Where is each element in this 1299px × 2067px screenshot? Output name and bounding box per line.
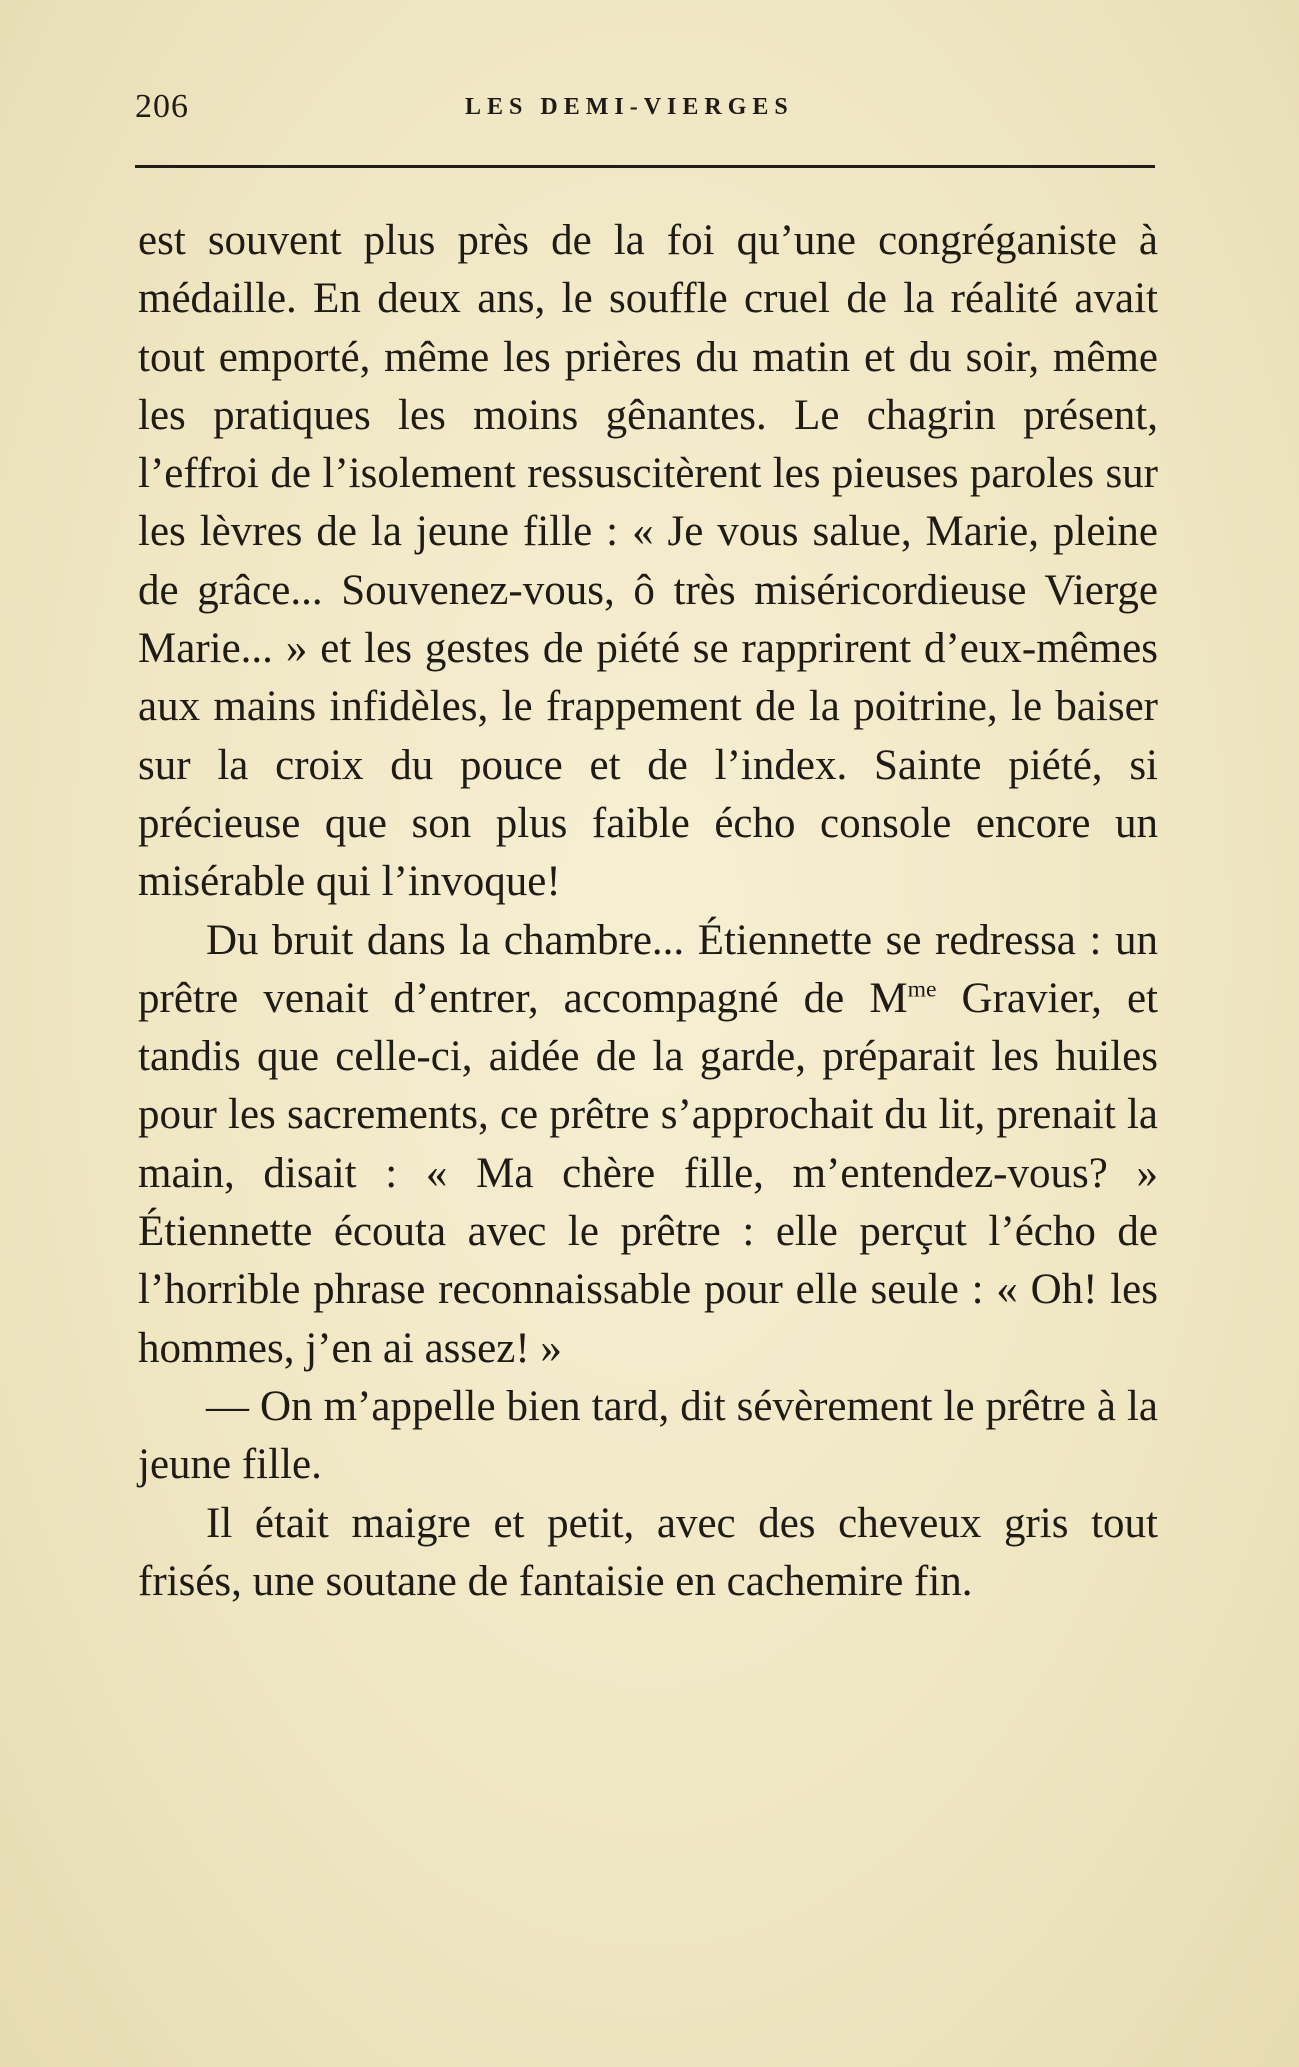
page-number: 206 (135, 88, 189, 125)
madame-superscript: me (907, 976, 937, 1003)
paragraph-1: est souvent plus près de la foi qu’une congréganiste à médaille. En deux ans, le souffle cruel de la réalité avait tout emporté, même les prières du matin et du soir, même les pratiques les moins gênantes. Le chagrin présent, l’effroi de l’isolement ressuscitèrent les pieuses paroles sur les lèvres de la jeune fille : « Je vous salue, Marie, pleine de grâce... Souvenez-vous, ô très miséricordieuse Vierge Marie... » et les gestes de piété se rapprirent d’eux-mêmes aux mains infidèles, le frappement de la poitrine, le baiser sur la croix du pouce et de l’index. Sainte piété, si précieuse que son plus faible écho console encore un misérable qui l’invoque! (138, 217, 1158, 906)
paragraph-4: Il était maigre et petit, avec des cheveux gris tout frisés, une soutane de fantaisie en cachemire fin. (138, 1499, 1158, 1605)
paragraph-3: — On m’appelle bien tard, dit sévèrement le prêtre à la jeune fille. (138, 1382, 1158, 1489)
paragraph-2 (138, 912, 1158, 1378)
body-text (138, 212, 1158, 1611)
book-title: LES DEMI-VIERGES (465, 94, 794, 120)
paragraph-2-end: Gravier, et tandis que celle-ci, aidée de la garde, préparait les huiles pour les sacrements, ce prêtre s’approchait du lit, prenait la main, disait : « Ma chère fille, m’entendez-vous? » Étiennette écouta avec le prêtre : elle perçut l’écho de l’horrible phrase reconnaissable pour elle seule : « Oh! les hommes, j’en ai assez! » (138, 974, 1158, 1372)
paragraph-2-start: Du bruit dans la chambre... Étiennette se redressa : un prêtre venait d’entrer, accompagné de M (138, 916, 1158, 1022)
header-rule (135, 165, 1155, 168)
running-head (135, 88, 1155, 138)
